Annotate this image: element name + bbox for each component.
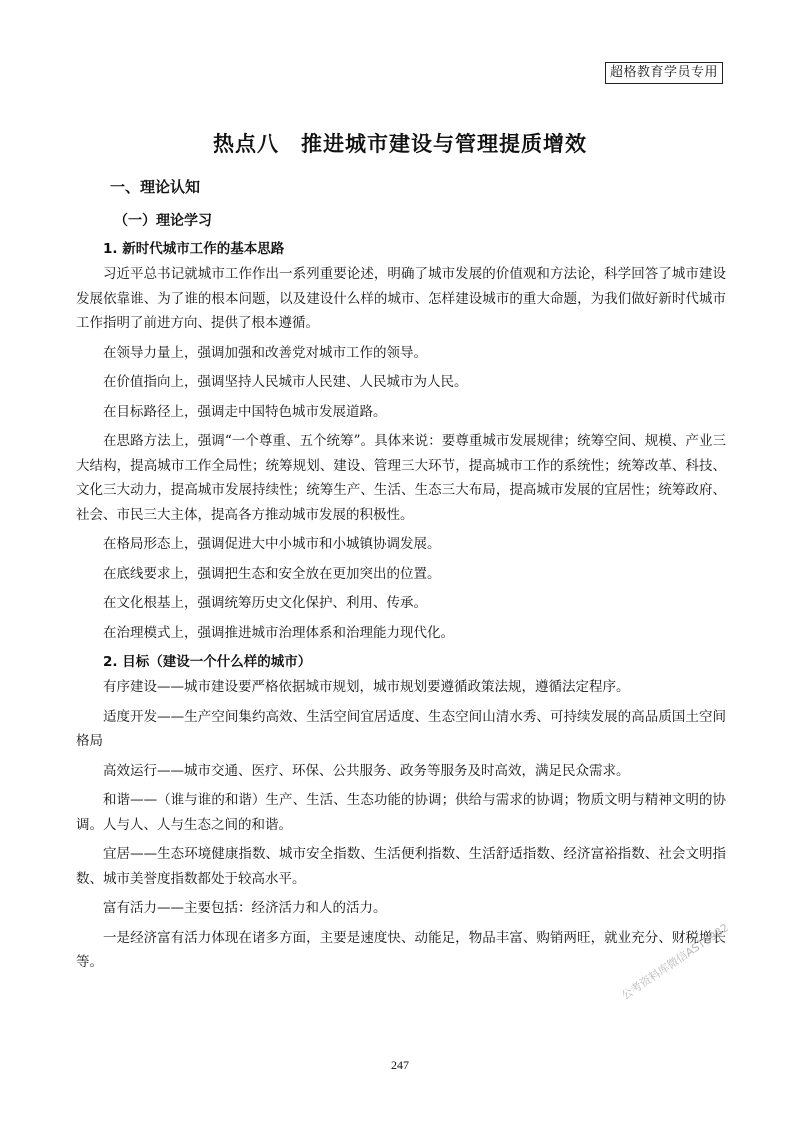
- paragraph: 在底线要求上，强调把生态和安全放在更加突出的位置。: [103, 565, 441, 582]
- page-number: 247: [391, 1058, 409, 1072]
- paragraph: 宜居——生态环境健康指数、城市安全指数、生活便利指数、生活舒适指数、经济富裕指数、社会文明指数、城市美誉度指数都处于较高水平。: [76, 846, 726, 887]
- paragraph: 在领导力量上，强调加强和改善党对城市工作的领导。: [103, 344, 427, 361]
- document-body: [76, 175, 726, 980]
- item-heading-basic-approach: 1. 新时代城市工作的基本思路: [103, 241, 285, 257]
- paragraph: 在文化根基上，强调统筹历史文化保护、利用、传承。: [103, 595, 427, 611]
- paragraph: 和谐——（谁与谁的和谐）生产、生活、生态功能的协调；供给与需求的协调；物质文明与精神文明的协调。人与人、人与生态之间的和谐。: [76, 792, 726, 833]
- paragraph: 在价值指向上，强调坚持人民城市人民建、人民城市为人民。: [103, 374, 468, 390]
- watermark: 公考资料库微信AST3982: [619, 921, 732, 1003]
- paragraph: 在治理模式上，强调推进城市治理体系和治理能力现代化。: [103, 624, 454, 641]
- section-heading-theory: 一、理论认知: [110, 178, 201, 196]
- paragraph: 适度开发——生产空间集约高效、生活空间宜居适度、生态空间山清水秀、可持续发展的高品质国土空间格局: [76, 708, 726, 749]
- paragraph: 一是经济富有活力体现在诸多方面，主要是速度快、动能足，物品丰富、购销两旺，就业充分、财税增长等。: [76, 929, 726, 970]
- exclusive-badge: 超格教育学员专用: [605, 62, 723, 84]
- item-heading-goals: 2. 目标（建设一个什么样的城市）: [103, 654, 312, 670]
- paragraph: 在格局形态上，强调促进大中小城市和小城镇协调发展。: [103, 536, 441, 552]
- paragraph: 习近平总书记就城市工作作出一系列重要论述，明确了城市发展的价值观和方法论，科学回答了城市建设发展依靠谁、为了谁的根本问题，以及建设什么样的城市、怎样建设城市的重大命题，为我们做好新时代城市工作指明了前进方向、提供了根本遵循。: [76, 266, 726, 331]
- paragraph: 在目标路径上，强调走中国特色城市发展道路。: [103, 403, 387, 420]
- paragraph: 富有活力——主要包括：经济活力和人的活力。: [103, 900, 387, 916]
- paragraph: 高效运行——城市交通、医疗、环保、公共服务、政务等服务及时高效，满足民众需求。: [103, 762, 630, 779]
- page-title: 热点八 推进城市建设与管理提质增效: [213, 132, 587, 156]
- subsection-heading-study: （一）理论学习: [114, 213, 212, 229]
- paragraph: 有序建设——城市建设要严格依据城市规划，城市规划要遵循政策法规，遵循法定程序。: [103, 679, 630, 695]
- paragraph: 在思路方法上，强调“一个尊重、五个统筹”。具体来说：要尊重城市发展规律；统筹空间、规模、产业三大结构，提高城市工作全局性；统筹规划、建设、管理三大环节，提高城市工作的系统性；统筹改革、科技、文化三大动力，提高城市发展持续性；统筹生产、生活、生态三大布局，提高城市发展的宜居性；统筹政府、社会、市民三大主体，提高各方推动城市发展的积极性。: [76, 433, 726, 523]
